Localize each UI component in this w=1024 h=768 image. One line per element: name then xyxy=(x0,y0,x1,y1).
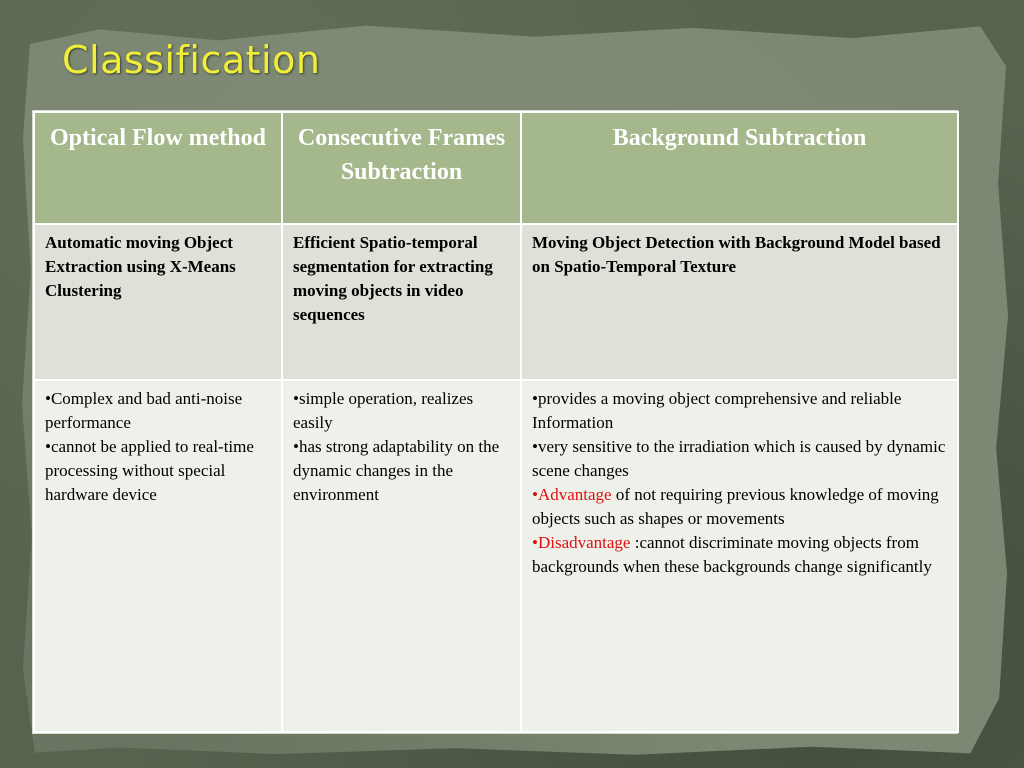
note-line: •cannot be applied to real-time processing without special xyxy=(45,437,254,480)
disadvantage-text: :cannot discriminate moving objects from backgrounds when these backgrounds change significantly xyxy=(532,533,932,576)
note-line: hardware device xyxy=(45,485,157,504)
header-optical-flow: Optical Flow method xyxy=(34,112,282,224)
header-consecutive-frames: Consecutive Frames Subtraction xyxy=(282,112,521,224)
advantage-note xyxy=(532,483,947,531)
slide-title: Classification xyxy=(62,38,321,82)
cell-title-consecutive-frames: Efficient Spatio-temporal segmentation for extracting moving objects in video sequences xyxy=(282,224,521,380)
advantage-label: •Advantage xyxy=(532,485,612,504)
disadvantage-label: •Disadvantage xyxy=(532,533,631,552)
advantage-text: of not requiring previous knowledge of moving objects such as shapes or movements xyxy=(532,485,939,528)
table-header-row xyxy=(34,112,958,224)
cell-notes-optical-flow xyxy=(34,380,282,732)
cell-notes-background-subtraction xyxy=(521,380,958,732)
cell-notes-consecutive-frames xyxy=(282,380,521,732)
note-line: •simple operation, realizes easily xyxy=(293,389,474,432)
classification-table-container xyxy=(32,110,958,734)
cell-title-background-subtraction: Moving Object Detection with Background Model based on Spatio-Temporal Texture xyxy=(521,224,958,380)
disadvantage-note xyxy=(532,531,947,579)
table-row-characteristics xyxy=(34,380,958,732)
cell-title-optical-flow: Automatic moving Object Extraction using X-Means Clustering xyxy=(34,224,282,380)
classification-table xyxy=(33,111,959,733)
note-line: •Complex and bad anti-noise performance xyxy=(45,389,243,432)
note-line: •has strong adaptability on the dynamic changes in the environment xyxy=(293,437,500,504)
note-line: •very sensitive to the irradiation which is caused by dynamic scene changes xyxy=(532,437,946,480)
table-row-paper-titles xyxy=(34,224,958,380)
header-background-subtraction: Background Subtraction xyxy=(521,112,958,224)
note-line: •provides a moving object comprehensive and reliable Information xyxy=(532,389,902,432)
